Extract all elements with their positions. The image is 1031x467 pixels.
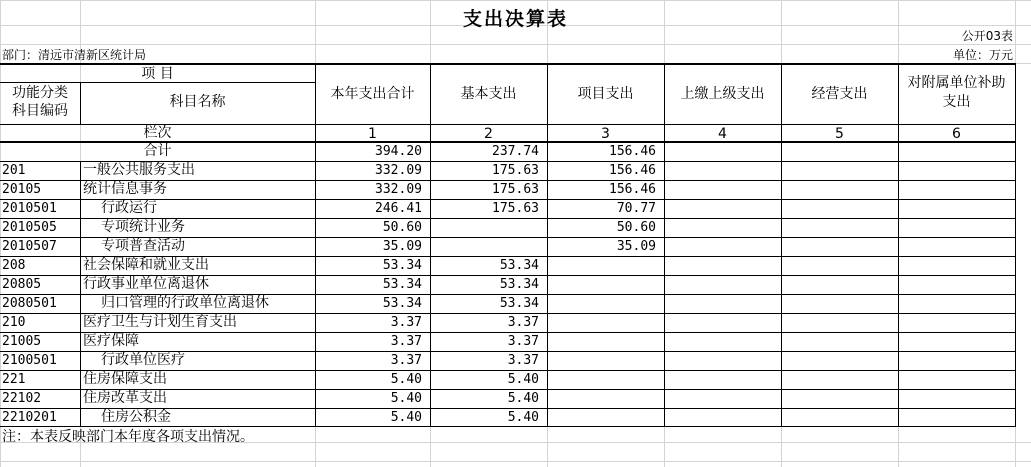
row-value: 332.09 xyxy=(375,182,422,197)
total-value: 156.46 xyxy=(609,144,656,159)
row-value: 5.40 xyxy=(507,372,539,387)
row-subject-name: 行政事业单位离退休 xyxy=(83,276,209,292)
row-value: 53.34 xyxy=(499,258,539,273)
column-number: 4 xyxy=(718,126,727,142)
header-col-6-line2: 支出 xyxy=(942,94,971,110)
row-value: 175.63 xyxy=(492,182,539,197)
header-col-2: 基本支出 xyxy=(460,86,517,102)
column-number: 1 xyxy=(368,126,377,142)
department-label: 部门：清远市清新区统计局 xyxy=(2,48,147,62)
row-code: 221 xyxy=(2,372,26,387)
header-col-1: 本年支出合计 xyxy=(330,86,415,102)
row-value: 156.46 xyxy=(609,163,656,178)
row-value: 53.34 xyxy=(382,277,422,292)
row-subject-name: 住房公积金 xyxy=(101,409,171,425)
row-subject-name: 住房改革支出 xyxy=(83,390,167,406)
row-value: 3.37 xyxy=(507,334,539,349)
row-value: 35.09 xyxy=(382,239,422,254)
row-index-label: 栏次 xyxy=(143,125,172,141)
row-value: 53.34 xyxy=(499,296,539,311)
row-value: 5.40 xyxy=(390,391,422,406)
row-value: 53.34 xyxy=(499,277,539,292)
header-func-code-1: 功能分类 xyxy=(12,85,68,101)
row-subject-name: 专项普查活动 xyxy=(101,238,185,254)
row-code: 20105 xyxy=(2,182,42,197)
row-value: 175.63 xyxy=(492,201,539,216)
column-number: 3 xyxy=(601,126,610,142)
row-subject-name: 住房保障支出 xyxy=(83,371,167,387)
row-subject-name: 专项统计业务 xyxy=(101,219,185,235)
row-value: 50.60 xyxy=(616,220,656,235)
header-item: 项 目 xyxy=(141,66,174,82)
header-col-3: 项目支出 xyxy=(577,86,634,102)
row-code: 2100501 xyxy=(2,353,57,368)
row-subject-name: 行政运行 xyxy=(101,200,157,216)
total-label: 合计 xyxy=(143,143,172,159)
row-subject-name: 归口管理的行政单位离退休 xyxy=(101,295,269,311)
row-code: 20805 xyxy=(2,277,42,292)
row-value: 70.77 xyxy=(616,201,656,216)
row-value: 5.40 xyxy=(390,372,422,387)
row-value: 175.63 xyxy=(492,163,539,178)
row-value: 3.37 xyxy=(507,315,539,330)
header-col-6-line1: 对附属单位补助 xyxy=(907,75,1006,91)
unit-label: 单位：万元 xyxy=(952,48,1013,62)
row-code: 22102 xyxy=(2,391,42,406)
row-subject-name: 医疗保障 xyxy=(83,333,139,349)
form-number: 公开03表 xyxy=(961,29,1013,43)
row-code: 2010505 xyxy=(2,220,57,235)
row-code: 21005 xyxy=(2,334,42,349)
row-value: 5.40 xyxy=(507,391,539,406)
row-code: 208 xyxy=(2,258,26,273)
row-subject-name: 社会保障和就业支出 xyxy=(83,257,209,273)
row-subject-name: 行政单位医疗 xyxy=(101,352,185,368)
column-number: 2 xyxy=(484,126,493,142)
row-code: 2010501 xyxy=(2,201,57,216)
total-value: 394.20 xyxy=(375,144,422,159)
header-col-5: 经营支出 xyxy=(811,86,868,102)
row-subject-name: 一般公共服务支出 xyxy=(83,162,195,178)
row-value: 246.41 xyxy=(375,201,422,216)
header-col-4: 上缴上级支出 xyxy=(680,86,765,102)
row-code: 201 xyxy=(2,163,26,178)
footnote: 注：本表反映部门本年度各项支出情况。 xyxy=(2,429,254,445)
row-value: 3.37 xyxy=(390,353,422,368)
row-code: 210 xyxy=(2,315,26,330)
row-code: 2210201 xyxy=(2,410,57,425)
row-value: 156.46 xyxy=(609,182,656,197)
row-value: 3.37 xyxy=(390,334,422,349)
row-value: 53.34 xyxy=(382,296,422,311)
row-value: 3.37 xyxy=(507,353,539,368)
column-number: 6 xyxy=(952,126,961,142)
row-value: 5.40 xyxy=(507,410,539,425)
column-number: 5 xyxy=(835,126,844,142)
row-value: 3.37 xyxy=(390,315,422,330)
row-subject-name: 医疗卫生与计划生育支出 xyxy=(83,314,237,330)
sheet-title: 支出决算表 xyxy=(462,8,568,30)
row-code: 2010507 xyxy=(2,239,57,254)
header-subject-name: 科目名称 xyxy=(169,94,226,110)
header-func-code-2: 科目编码 xyxy=(12,103,68,119)
row-value: 50.60 xyxy=(382,220,422,235)
row-value: 5.40 xyxy=(390,410,422,425)
row-value: 53.34 xyxy=(382,258,422,273)
total-value: 237.74 xyxy=(492,144,539,159)
row-code: 2080501 xyxy=(2,296,57,311)
row-value: 35.09 xyxy=(616,239,656,254)
row-subject-name: 统计信息事务 xyxy=(83,181,167,197)
row-value: 332.09 xyxy=(375,163,422,178)
